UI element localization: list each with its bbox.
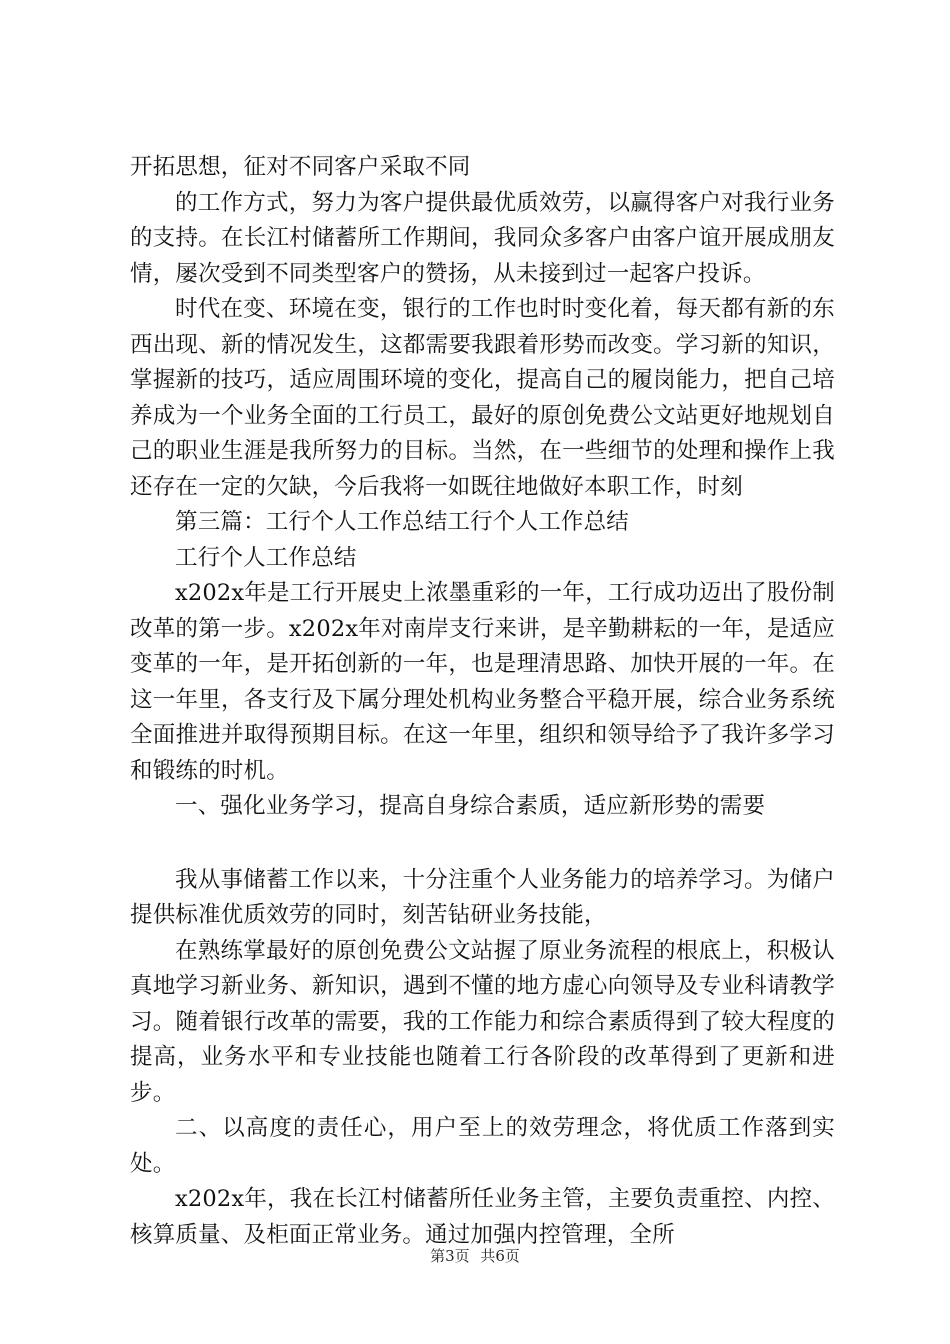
heading-point-1: 一、强化业务学习，提高自身综合素质，适应新形势的需要	[175, 793, 766, 819]
heading-point-2: 二、以高度的责任心，用户至上的效劳理念，将优质工作落到实处。	[130, 1115, 835, 1177]
section-heading-3: 第三篇：工行个人工作总结工行个人工作总结	[175, 509, 630, 535]
section-subtitle: 工行个人工作总结	[175, 544, 357, 571]
page-total: 共6页	[480, 1247, 520, 1265]
paragraph-1: 开拓思想，征对不同客户采取不同	[130, 154, 471, 180]
paragraph-gap	[130, 825, 835, 863]
paragraph-study-1: 我从事储蓄工作以来，十分注重个人业务能力的培养学习。为储户提供标准优质效劳的同时，刻苦钻研业务技能，	[130, 866, 835, 928]
page-footer	[0, 1245, 950, 1266]
page-number: 第3页	[430, 1247, 470, 1265]
paragraph-duty: x202x年，我在长江村储蓄所任业务主管，主要负责重控、内控、核算质量、及柜面正常业务。通过加强内控管理，全所	[130, 1186, 835, 1248]
document-body	[130, 150, 835, 1253]
paragraph-study-2: 在熟练掌最好的原创免费公文站握了原业务流程的根底上，积极认真地学习新业务、新知识，遇到不懂的地方虚心向领导及专业科请教学习。随着银行改革的需要，我的工作能力和综合素质得到了较大程度的提高，业务水平和专业技能也随着工行各阶段的改革得到了更新和进步。	[130, 937, 835, 1106]
paragraph-intro: x202x年是工行开展史上浓墨重彩的一年，工行成功迈出了股份制改革的第一步。x202x年对南岸支行来讲，是辛勤耕耘的一年，是适应变革的一年，是开拓创新的一年，也是理清思路、加快开展的一年。在这一年里，各支行及下属分理处机构业务整合平稳开展，综合业务系统全面推进并取得预期目标。在这一年里，组织和领导给予了我许多学习和锻练的时机。	[130, 580, 835, 784]
paragraph-3: 时代在变、环境在变，银行的工作也时时变化着，每天都有新的东西出现、新的情况发生，这都需要我跟着形势而改变。学习新的知识，掌握新的技巧，适应周围环境的变化，提高自己的履岗能力，把自己培养成为一个业务全面的工行员工，最好的原创免费公文站更好地规划自己的职业生涯是我所努力的目标。当然，在一些细节的处理和操作上我还存在一定的欠缺，今后我将一如既往地做好本职工作，时刻	[130, 296, 835, 500]
paragraph-2: 的工作方式，努力为客户提供最优质效劳，以赢得客户对我行业务的支持。在长江村储蓄所工作期间，我同众多客户由客户谊开展成朋友情，屡次受到不同类型客户的赞扬，从未接到过一起客户投诉。	[130, 189, 835, 287]
